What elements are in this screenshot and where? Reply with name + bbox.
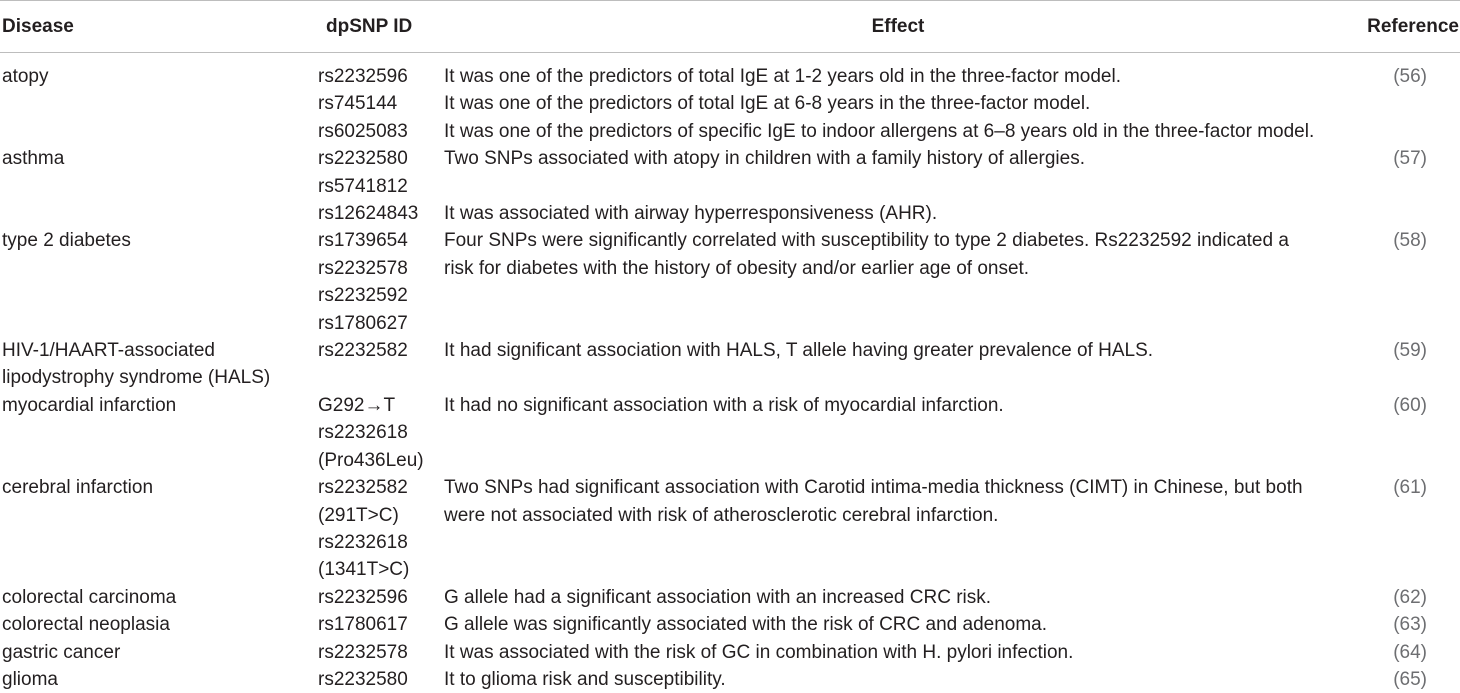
disease-cell bbox=[0, 392, 306, 474]
table-row bbox=[0, 145, 1460, 227]
disease-cell-line: HIV-1/HAART-associated bbox=[2, 340, 215, 362]
reference-cell: (59) bbox=[1393, 340, 1427, 362]
table-row bbox=[0, 53, 1460, 146]
snp-id-cell-line: rs6025083 bbox=[318, 120, 408, 142]
disease-cell bbox=[0, 53, 306, 146]
effect-cell-line: It had no significant association with a risk of myocardial infarction. bbox=[444, 394, 1004, 416]
effect-cell bbox=[442, 392, 1354, 474]
snp-id-cell-line: (1341T>C) bbox=[318, 559, 410, 581]
disease-cell-line: atopy bbox=[2, 66, 49, 87]
snp-id-cell-line: rs2232592 bbox=[318, 285, 408, 307]
reference-cell: (58) bbox=[1393, 230, 1427, 252]
snp-id-cell-line: rs2232578 bbox=[318, 641, 408, 663]
effect-cell-line: It was one of the predictors of total IgE at 1-2 years old in the three-factor model. bbox=[444, 66, 1121, 87]
snp-id-cell bbox=[306, 639, 442, 666]
snp-id-cell-line: rs2232582 bbox=[318, 340, 408, 362]
table-body bbox=[0, 53, 1460, 693]
effect-cell-line: It was associated with airway hyperresponsiveness (AHR). bbox=[444, 203, 938, 225]
table-row bbox=[0, 474, 1460, 584]
table-row bbox=[0, 392, 1460, 474]
disease-cell-line: cerebral infarction bbox=[2, 477, 154, 499]
disease-cell bbox=[0, 474, 306, 584]
effect-cell-line: Two SNPs associated with atopy in children with a family history of allergies. bbox=[444, 148, 1085, 170]
reference-cell: (63) bbox=[1393, 614, 1427, 636]
disease-cell bbox=[0, 639, 306, 666]
disease-cell-line: colorectal carcinoma bbox=[2, 586, 177, 608]
table-row bbox=[0, 227, 1460, 337]
snp-id-cell bbox=[306, 611, 442, 638]
reference-cell: (56) bbox=[1393, 66, 1427, 87]
table-row bbox=[0, 584, 1460, 611]
snp-id-cell-line: rs5741812 bbox=[318, 175, 408, 197]
snp-id-cell-line: rs2232580 bbox=[318, 148, 408, 170]
effect-cell-line: G allele was significantly associated with the risk of CRC and adenoma. bbox=[444, 614, 1048, 636]
snp-id-cell-line: rs1780627 bbox=[318, 312, 408, 334]
effect-cell bbox=[442, 53, 1354, 146]
disease-cell bbox=[0, 611, 306, 638]
reference-cell: (60) bbox=[1393, 394, 1427, 416]
header-row bbox=[0, 1, 1460, 53]
snp-id-cell-line: rs12624843 bbox=[318, 203, 419, 225]
reference-cell: (61) bbox=[1393, 477, 1427, 499]
effect-cell bbox=[442, 227, 1354, 337]
disease-cell-line: colorectal neoplasia bbox=[2, 614, 170, 636]
effect-cell-line: It had significant association with HALS, T allele having greater prevalence of HALS. bbox=[444, 340, 1154, 362]
effect-cell-line: were not associated with risk of atherosclerotic cerebral infarction. bbox=[444, 504, 999, 526]
effect-cell bbox=[442, 666, 1354, 693]
disease-cell bbox=[0, 584, 306, 611]
effect-cell bbox=[442, 337, 1354, 392]
snp-id-cell bbox=[306, 666, 442, 693]
effect-cell-line: It to glioma risk and susceptibility. bbox=[444, 668, 726, 690]
reference-cell: (64) bbox=[1393, 641, 1427, 663]
snp-id-cell bbox=[306, 227, 442, 337]
effect-cell-line: G allele had a significant association with an increased CRC risk. bbox=[444, 586, 992, 608]
snp-id-cell-line: rs745144 bbox=[318, 93, 398, 115]
reference-cell: (62) bbox=[1393, 586, 1427, 608]
effect-cell-line: Four SNPs were significantly correlated with susceptibility to type 2 diabetes. Rs2232592 indicated a bbox=[444, 230, 1289, 252]
snp-id-cell-line: rs1780617 bbox=[318, 614, 408, 636]
snp-id-cell-line: (Pro436Leu) bbox=[318, 449, 424, 471]
snp-id-cell-line: rs1739654 bbox=[318, 230, 408, 252]
disease-cell bbox=[0, 337, 306, 392]
snp-id-cell bbox=[306, 337, 442, 392]
table-header bbox=[0, 1, 1460, 53]
disease-cell-line: type 2 diabetes bbox=[2, 230, 131, 252]
table-row bbox=[0, 666, 1460, 693]
disease-cell-line: asthma bbox=[2, 148, 65, 170]
effect-cell-line bbox=[444, 173, 1354, 200]
effect-cell bbox=[442, 611, 1354, 638]
effect-cell bbox=[442, 145, 1354, 227]
snp-id-cell-line: rs2232596 bbox=[318, 586, 408, 608]
disease-cell bbox=[0, 666, 306, 693]
table-row bbox=[0, 337, 1460, 392]
snp-id-cell-line: G292→T bbox=[318, 394, 396, 416]
snp-id-cell-line: rs2232582 bbox=[318, 477, 408, 499]
snp-id-cell-line: rs2232578 bbox=[318, 257, 408, 279]
effect-cell bbox=[442, 639, 1354, 666]
column-header-snp-id: dpSNP ID bbox=[306, 1, 442, 53]
reference-cell: (65) bbox=[1393, 668, 1427, 690]
reference-cell: (57) bbox=[1393, 148, 1427, 170]
disease-cell bbox=[0, 227, 306, 337]
snp-id-cell-line: rs2232580 bbox=[318, 668, 408, 690]
disease-cell-line: lipodystrophy syndrome (HALS) bbox=[2, 367, 271, 389]
table-row bbox=[0, 639, 1460, 666]
table-row bbox=[0, 611, 1460, 638]
column-header-disease: Disease bbox=[0, 1, 306, 53]
effect-cell-line: It was associated with the risk of GC in combination with H. pylori infection. bbox=[444, 641, 1074, 663]
snp-id-cell bbox=[306, 53, 442, 146]
disease-cell bbox=[0, 145, 306, 227]
effect-cell-line: risk for diabetes with the history of obesity and/or earlier age of onset. bbox=[444, 257, 1030, 279]
snp-id-cell bbox=[306, 392, 442, 474]
snp-id-cell bbox=[306, 474, 442, 584]
snp-id-cell-line: rs2232618 bbox=[318, 531, 408, 553]
column-header-reference: Reference bbox=[1354, 1, 1460, 53]
column-header-effect: Effect bbox=[442, 1, 1354, 53]
snp-id-cell-line: rs2232596 bbox=[318, 66, 408, 87]
disease-cell-line: myocardial infarction bbox=[2, 394, 177, 416]
snp-id-cell-line: rs2232618 bbox=[318, 422, 408, 444]
effect-cell-line: Two SNPs had significant association with Carotid intima-media thickness (CIMT) in Chinese, but both bbox=[444, 477, 1303, 499]
effect-cell bbox=[442, 474, 1354, 584]
effect-cell-line: It was one of the predictors of specific IgE to indoor allergens at 6–8 years old in the three-factor model. bbox=[444, 120, 1315, 142]
snp-id-cell bbox=[306, 584, 442, 611]
disease-cell-line: gastric cancer bbox=[2, 641, 121, 663]
effect-cell-line: It was one of the predictors of total IgE at 6-8 years in the three-factor model. bbox=[444, 93, 1091, 115]
snp-id-cell-line: (291T>C) bbox=[318, 504, 399, 526]
snp-id-cell bbox=[306, 145, 442, 227]
disease-cell-line: glioma bbox=[2, 668, 58, 690]
effect-cell bbox=[442, 584, 1354, 611]
